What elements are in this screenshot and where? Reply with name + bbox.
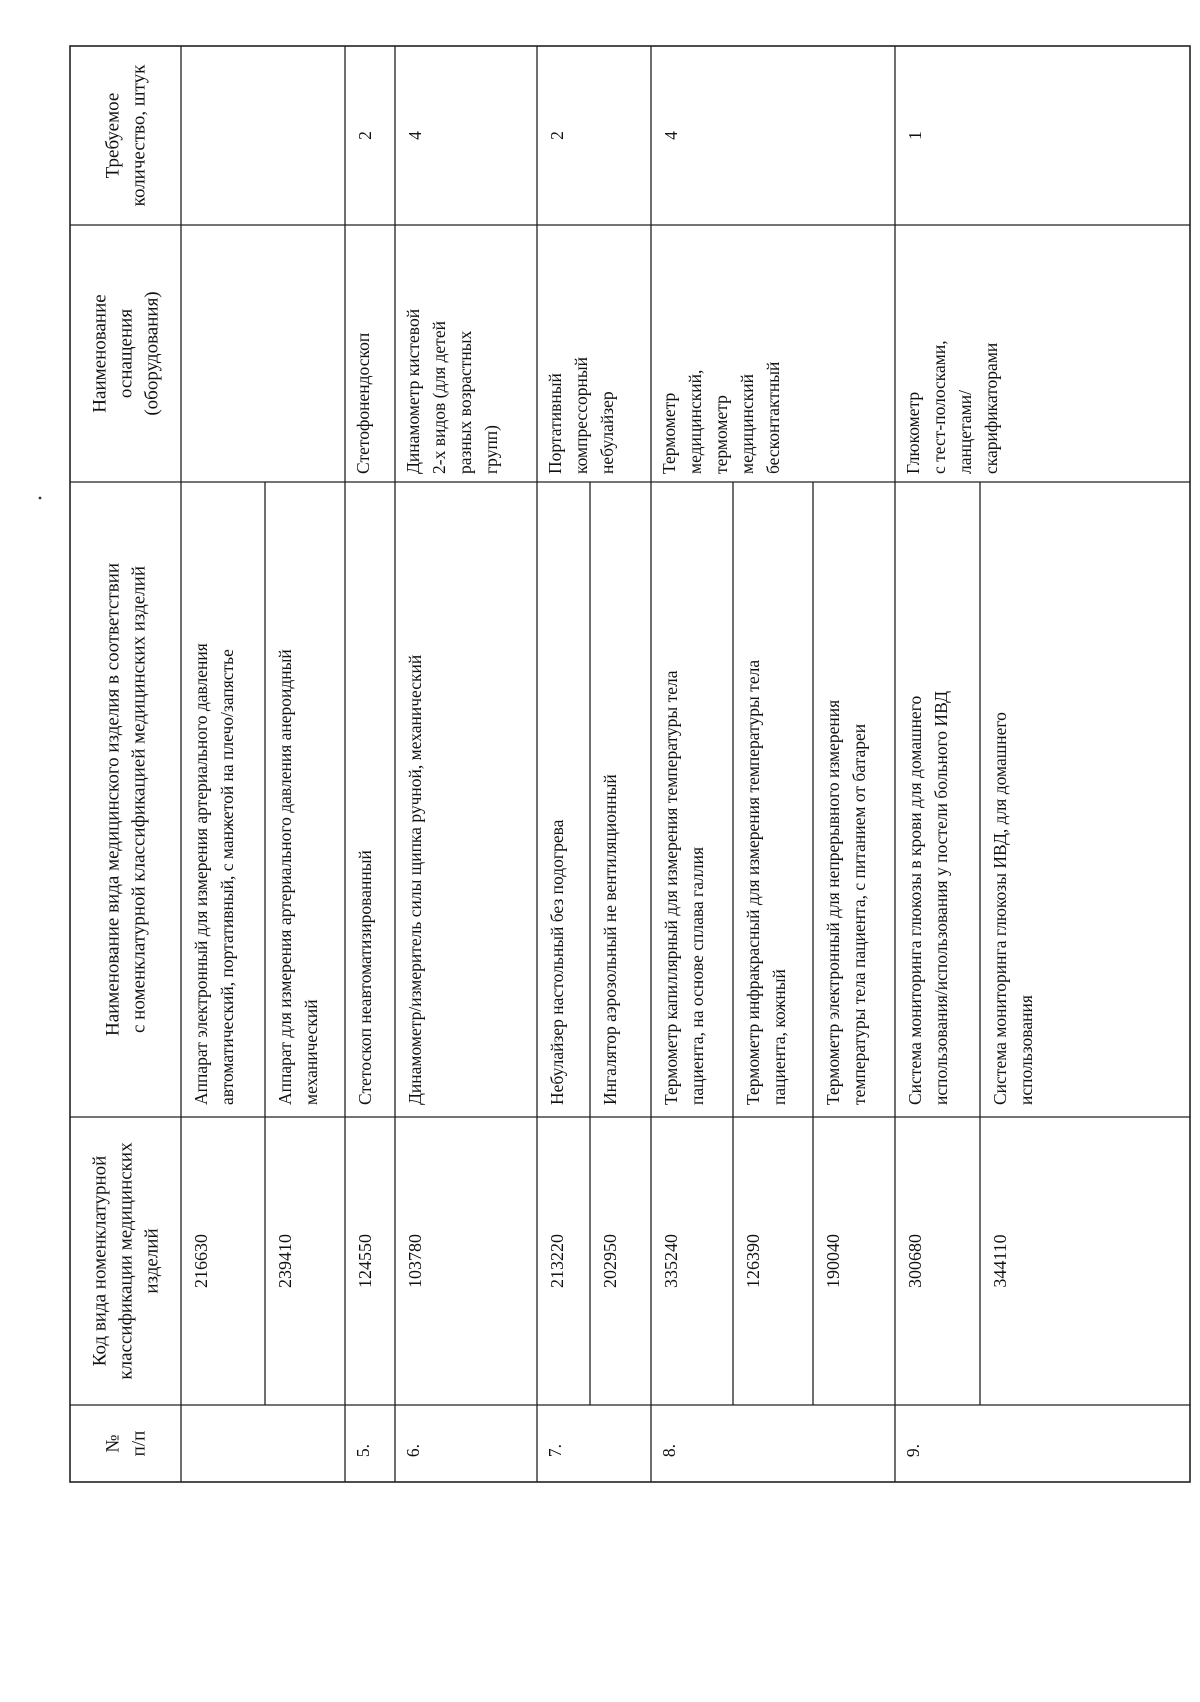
equipment-name: ланцетами/ <box>955 390 975 474</box>
row-number: 9. <box>903 1444 923 1458</box>
device-name: Термометр капиллярный для измерения температуры тела <box>661 670 681 1105</box>
header-code: изделий <box>141 1228 163 1294</box>
table-frame <box>70 46 1190 1482</box>
header-equipment: оснащения <box>115 308 137 399</box>
classification-code: 300680 <box>905 1234 925 1288</box>
equipment-name: бесконтактный <box>763 361 783 474</box>
device-name: Система мониторинга глюкозы в крови для домашнего <box>905 695 925 1105</box>
header-equipment: Наименование <box>89 294 111 413</box>
device-name: пациента, на основе сплава галлия <box>687 846 707 1105</box>
device-name: механический <box>301 999 321 1105</box>
device-name: Термометр инфракрасный для измерения температуры тела <box>743 659 763 1105</box>
table <box>70 46 1190 1482</box>
row-number: 8. <box>659 1444 679 1458</box>
equipment-name: 2-х видов (для детей <box>429 321 449 474</box>
equipment-name: скарификаторами <box>981 342 1001 474</box>
quantity-value: 1 <box>905 131 925 140</box>
equipment-name: Динамометр кистевой <box>403 308 423 474</box>
equipment-name: с тест-полосками, <box>929 340 949 474</box>
quantity-value: 4 <box>405 131 425 140</box>
equipment-name: медицинский <box>737 374 757 474</box>
equipment-name: Стетофонендоскоп <box>353 332 373 474</box>
header-code: Код вида номенклатурной <box>89 1155 111 1367</box>
device-name: Небулайзер настольный без подогрева <box>547 819 567 1105</box>
device-name: использования <box>1016 995 1036 1105</box>
device-name: Термометр электронный для непрерывного измерения <box>823 699 843 1105</box>
device-name: Ингалятор аэрозольный не вентиляционный <box>600 774 620 1105</box>
equipment-name: компрессорный <box>571 357 591 474</box>
equipment-name: разных возрастных <box>455 330 475 474</box>
device-name: пациента, кожный <box>769 969 789 1105</box>
header-name: Наименование вида медицинского изделия в соответствии <box>102 562 124 1037</box>
header-name: с номенклатурной классификацией медицинских изделий <box>128 565 150 1034</box>
equipment-name: Глюкометр <box>903 391 923 474</box>
header-quantity: количество, штук <box>128 64 150 207</box>
device-name: температуры тела пациента, с питанием от батареи <box>849 723 869 1105</box>
equipment-name: термометр <box>711 395 731 474</box>
header-code: классификации медицинских <box>115 1142 137 1380</box>
row-number: 5. <box>353 1444 373 1458</box>
equipment-name: групп) <box>481 424 501 474</box>
header-quantity: Требуемое <box>102 92 124 179</box>
header-equipment: (оборудования) <box>141 291 163 416</box>
quantity-value: 4 <box>661 131 681 140</box>
classification-code: 190040 <box>823 1234 843 1288</box>
equipment-name: Портативный <box>545 373 565 474</box>
classification-code: 335240 <box>661 1234 681 1288</box>
device-name: Аппарат электронный для измерения артериального давления <box>191 643 211 1105</box>
device-name: автоматический, портативный, с манжетой на плечо/запястье <box>217 649 237 1105</box>
device-name: Аппарат для измерения артериального давления анероидный <box>275 649 295 1105</box>
row-number: 7. <box>545 1444 565 1458</box>
row-number: 6. <box>403 1444 423 1458</box>
classification-code: 344110 <box>990 1234 1010 1288</box>
classification-code: 213220 <box>547 1234 567 1288</box>
device-name: Динамометр/измеритель силы щипка ручной, механический <box>405 654 425 1105</box>
classification-code: 124550 <box>355 1234 375 1288</box>
device-name: Стетоскоп неавтоматизированный <box>355 850 375 1105</box>
quantity-value: 2 <box>355 131 375 140</box>
equipment-name: медицинский, <box>685 369 705 474</box>
classification-code: 126390 <box>743 1234 763 1288</box>
scan-speck <box>39 497 42 500</box>
device-name: Система мониторинга глюкозы ИВД, для домашнего <box>990 712 1010 1105</box>
classification-code: 202950 <box>600 1234 620 1288</box>
header-num: № <box>102 1434 124 1453</box>
quantity-value: 2 <box>547 131 567 140</box>
classification-code: 216630 <box>191 1234 211 1288</box>
classification-code: 103780 <box>405 1234 425 1288</box>
equipment-name: Термометр <box>659 392 679 474</box>
header-num: п/п <box>128 1430 150 1457</box>
classification-code: 239410 <box>275 1234 295 1288</box>
device-name: использования/использования у постели больного ИВД <box>931 690 951 1105</box>
equipment-name: небулайзер <box>597 391 617 474</box>
